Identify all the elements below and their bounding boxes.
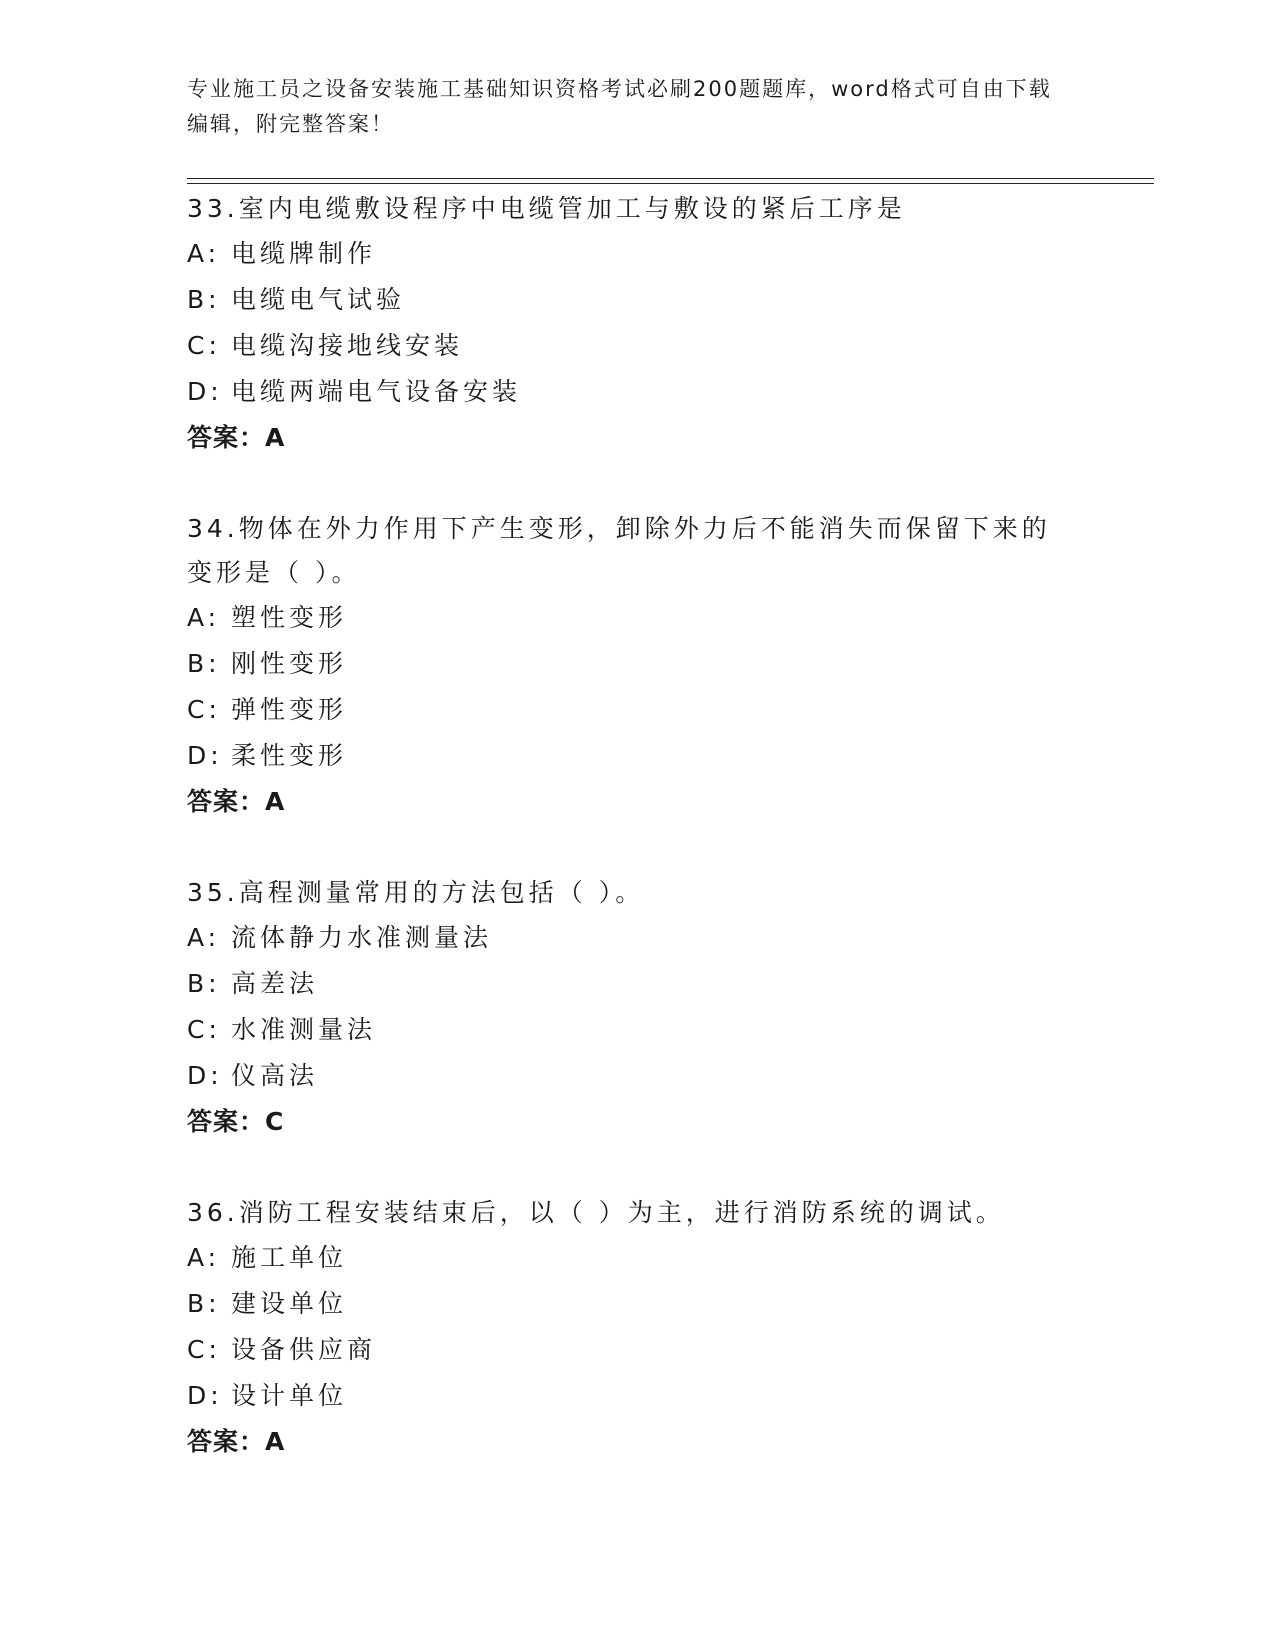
option-c (187, 687, 1077, 733)
option-key: C: (187, 695, 221, 724)
option-d (187, 1373, 1077, 1419)
question-34 (187, 507, 1077, 825)
option-text: 施工单位 (231, 1243, 348, 1272)
option-a (187, 595, 1077, 641)
option-text: 水准测量法 (231, 1015, 377, 1044)
option-key: C: (187, 1015, 221, 1044)
question-stem: 36.消防工程安装结束后，以（ ）为主，进行消防系统的调试。 (187, 1198, 1005, 1227)
option-key: A: (187, 603, 221, 632)
question-stem: 33.室内电缆敷设程序中电缆管加工与敷设的紧后工序是 (187, 194, 906, 223)
option-text: 柔性变形 (231, 741, 348, 770)
option-c (187, 1007, 1077, 1053)
option-c (187, 323, 1077, 369)
option-key: C: (187, 331, 221, 360)
answer-line: 答案：A (187, 787, 286, 816)
option-b (187, 641, 1077, 687)
option-key: D: (187, 1061, 223, 1090)
option-text: 建设单位 (231, 1289, 348, 1318)
option-key: A: (187, 239, 221, 268)
option-d (187, 733, 1077, 779)
question-33 (187, 187, 1077, 461)
question-list (187, 187, 1077, 1511)
question-35 (187, 871, 1077, 1145)
option-key: A: (187, 1243, 221, 1272)
option-a (187, 1235, 1077, 1281)
option-text: 电缆沟接地线安装 (231, 331, 464, 360)
answer-line: 答案：A (187, 1427, 286, 1456)
option-b (187, 277, 1077, 323)
option-text: 电缆牌制作 (231, 239, 377, 268)
header-divider-top (187, 178, 1154, 179)
option-key: D: (187, 741, 223, 770)
question-stem: 35.高程测量常用的方法包括（ ）。 (187, 878, 645, 907)
question-stem: 34.物体在外力作用下产生变形，卸除外力后不能消失而保留下来的变形是（ ）。 (187, 514, 1051, 587)
answer-line: 答案：C (187, 1107, 285, 1136)
option-text: 设计单位 (231, 1381, 348, 1410)
option-text: 仪高法 (231, 1061, 319, 1090)
option-key: D: (187, 1381, 223, 1410)
option-text: 电缆两端电气设备安装 (231, 377, 522, 406)
option-a (187, 915, 1077, 961)
option-a (187, 231, 1077, 277)
header-divider-bottom (187, 183, 1154, 184)
option-text: 刚性变形 (231, 649, 348, 678)
option-key: B: (187, 649, 221, 678)
option-text: 流体静力水准测量法 (231, 923, 493, 952)
option-text: 塑性变形 (231, 603, 348, 632)
option-d (187, 369, 1077, 415)
option-text: 弹性变形 (231, 695, 348, 724)
option-key: B: (187, 1289, 221, 1318)
option-key: C: (187, 1335, 221, 1364)
option-b (187, 961, 1077, 1007)
document-header: 专业施工员之设备安装施工基础知识资格考试必刷200题题库，word格式可自由下载编辑，附完整答案！ (187, 77, 1052, 136)
option-key: B: (187, 969, 221, 998)
option-text: 设备供应商 (231, 1335, 377, 1364)
option-d (187, 1053, 1077, 1099)
option-key: A: (187, 923, 221, 952)
option-text: 电缆电气试验 (231, 285, 406, 314)
option-b (187, 1281, 1077, 1327)
option-key: D: (187, 377, 223, 406)
question-36 (187, 1191, 1077, 1465)
option-key: B: (187, 285, 221, 314)
option-text: 高差法 (231, 969, 319, 998)
option-c (187, 1327, 1077, 1373)
answer-line: 答案：A (187, 423, 286, 452)
